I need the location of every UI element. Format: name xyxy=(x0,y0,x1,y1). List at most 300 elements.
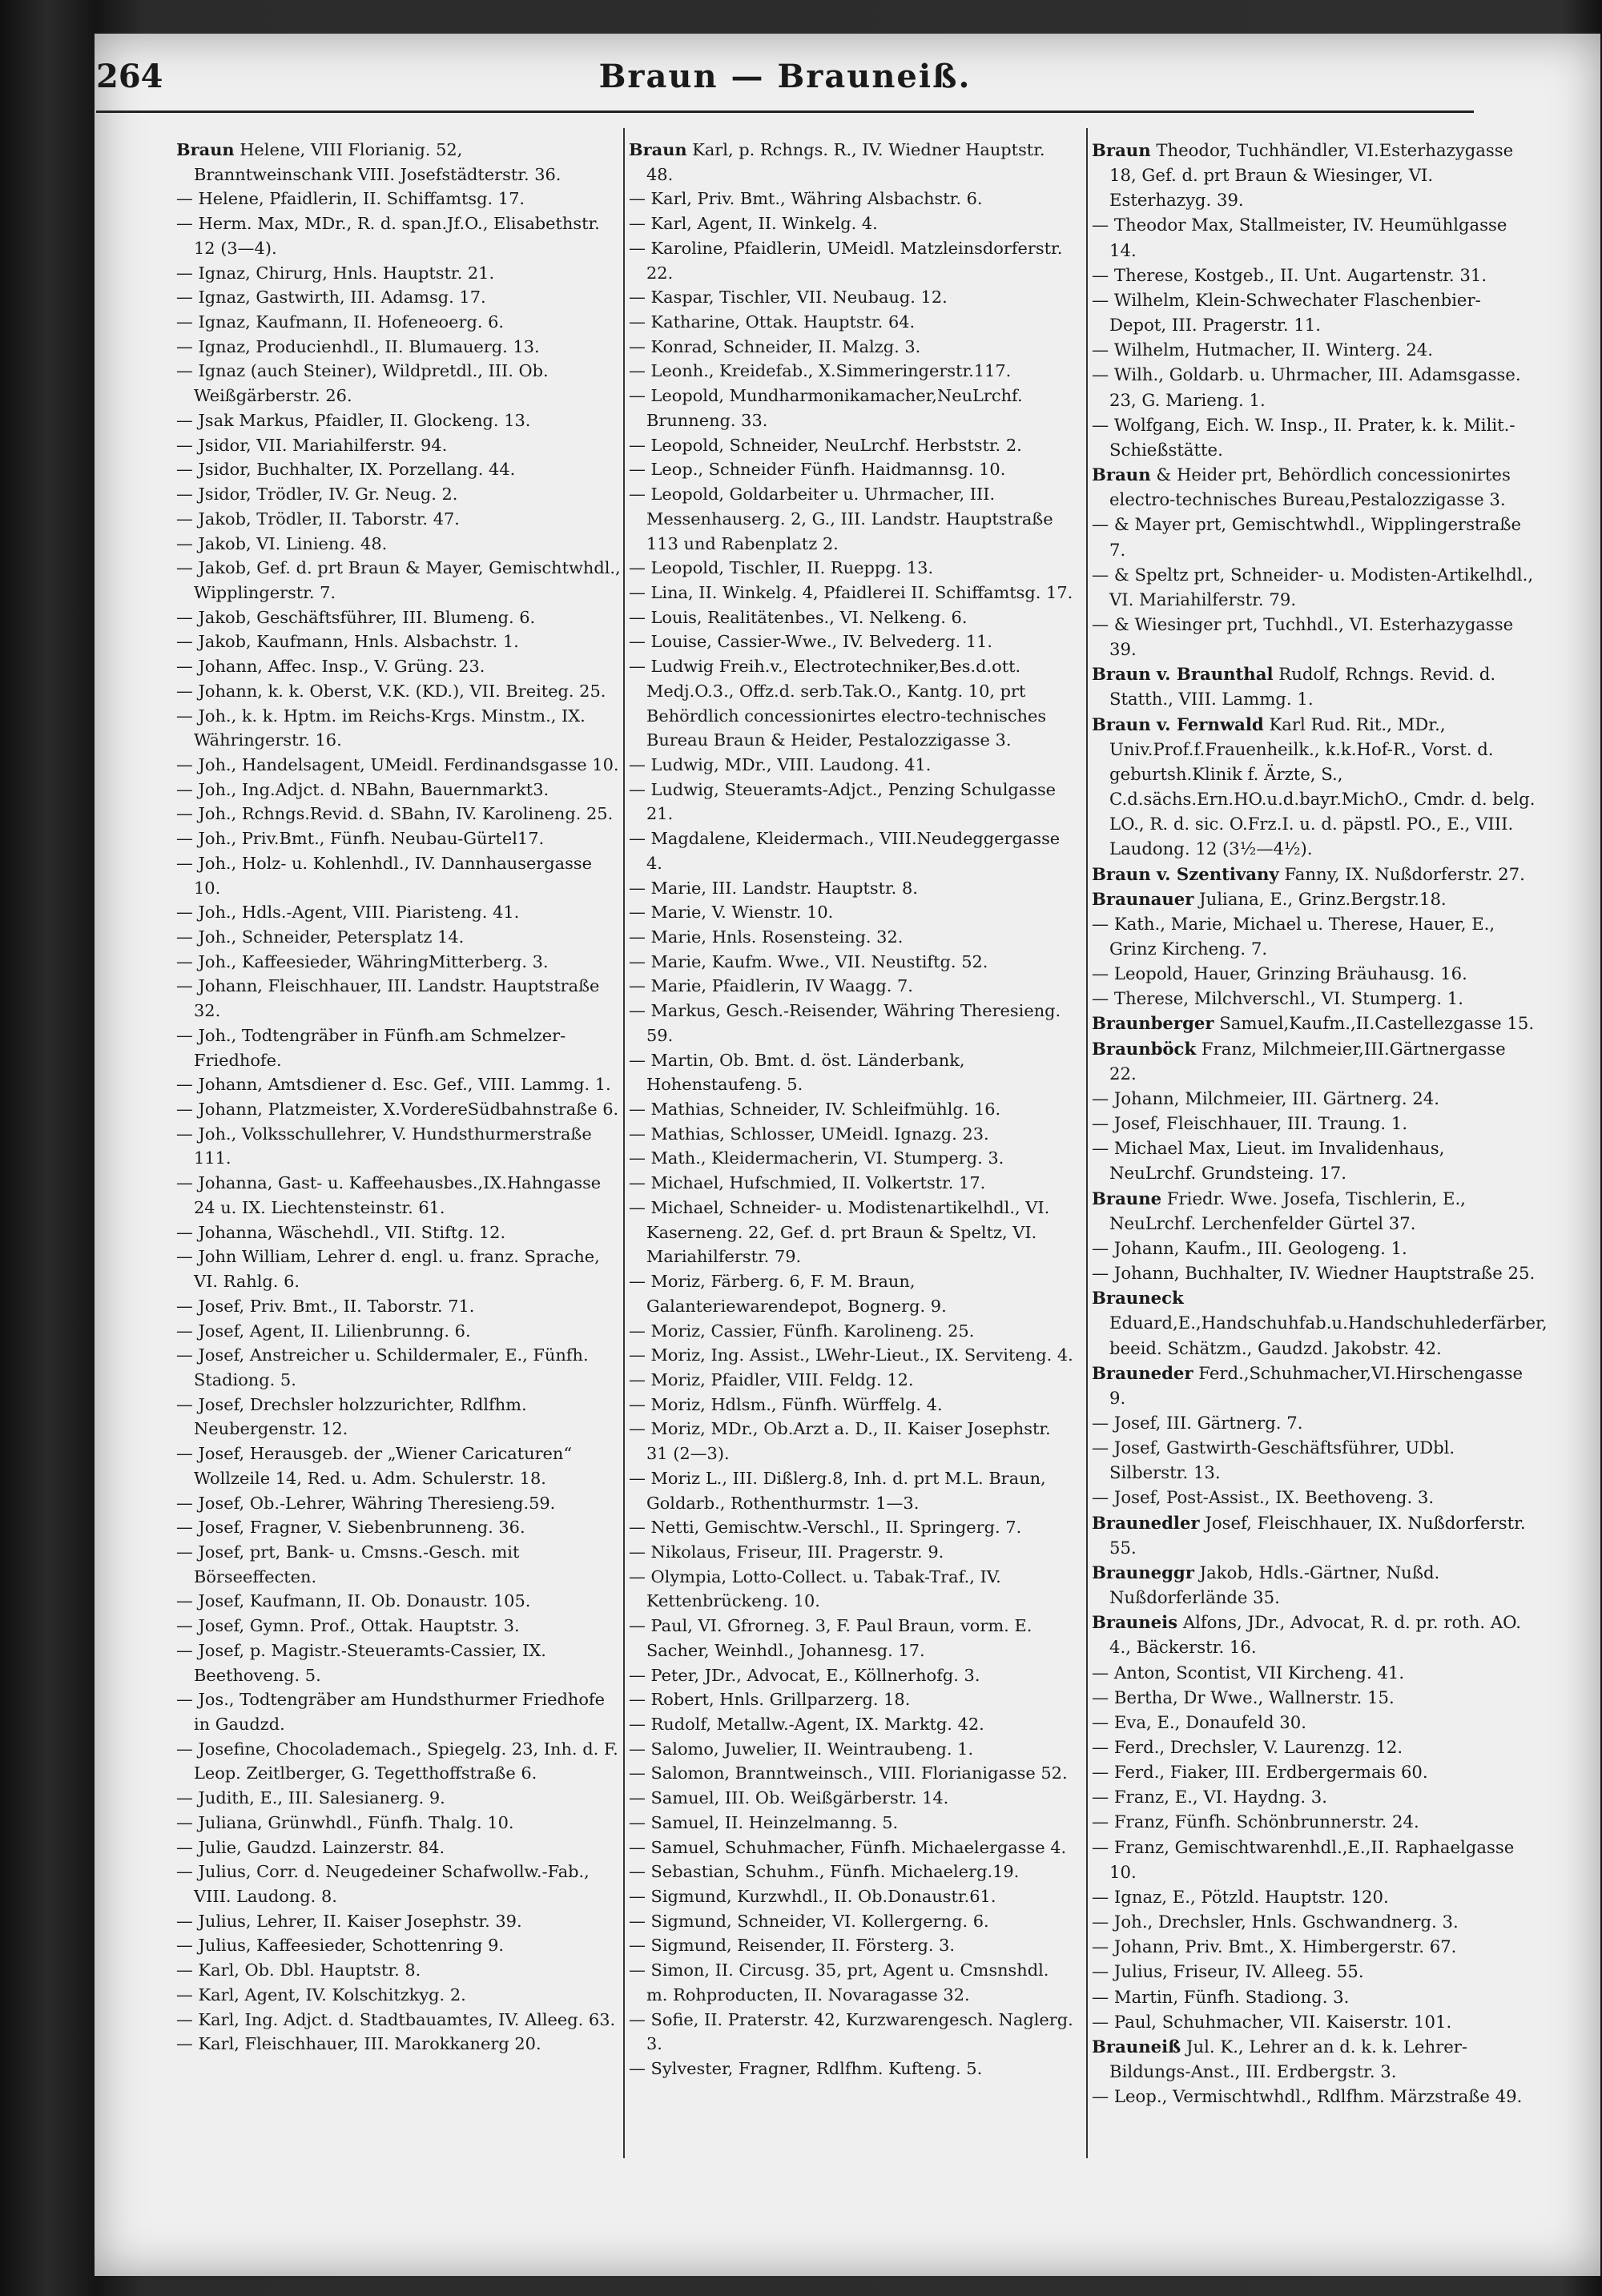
directory-entry xyxy=(629,384,1073,432)
entry-text: & Heider prt, Behördlich concessionirtes electro-technisches Bureau,Pestalozzigasse 3. xyxy=(1109,464,1511,510)
directory-entry xyxy=(1092,1111,1536,1136)
entry-text: Theodor, Tuchhändler, VI.Esterhazygasse 18, Gef. d. prt Braun & Wiesinger, VI. Esterhazyg. 39. xyxy=(1109,140,1514,211)
directory-entry xyxy=(629,654,1073,753)
directory-entry xyxy=(629,1836,1073,1860)
directory-entry xyxy=(1092,412,1536,462)
directory-entry xyxy=(176,1687,621,1736)
directory-entry xyxy=(1092,562,1536,612)
directory-entry xyxy=(176,1933,621,1958)
entry-text: — Karoline, Pfaidlerin, UMeidl. Matzleinsdorferstr. 22. xyxy=(629,238,1063,283)
directory-entry xyxy=(176,974,621,1023)
directory-entry xyxy=(1092,1784,1536,1809)
entry-text: — Marie, Pfaidlerin, IV Waagg. 7. xyxy=(629,976,913,996)
directory-entry xyxy=(629,211,1073,236)
directory-entry xyxy=(1092,1186,1536,1236)
directory-entry xyxy=(629,999,1073,1047)
directory-entry xyxy=(629,1614,1073,1663)
entry-text: — Johanna, Wäschehdl., VII. Stiftg. 12. xyxy=(176,1222,506,1242)
entry-text: — Joh., Hdls.-Agent, VIII. Piaristeng. 41. xyxy=(176,903,520,923)
entry-text: — Julie, Gaudzd. Lainzerstr. 84. xyxy=(176,1837,445,1857)
entry-text: — Johann, Fleischhauer, III. Landstr. Hauptstraße 32. xyxy=(176,976,600,1021)
entry-text: — Sylvester, Fragner, Rdlfhm. Kufteng. 5. xyxy=(629,2059,983,2079)
directory-entry xyxy=(176,1319,621,1344)
entry-text: — Karl, Priv. Bmt., Währing Alsbachstr. 6. xyxy=(629,189,983,209)
directory-entry xyxy=(176,1786,621,1811)
directory-entry xyxy=(629,1146,1073,1171)
directory-entry xyxy=(629,826,1073,875)
directory-entry xyxy=(176,138,621,187)
column-divider xyxy=(623,128,625,2158)
directory-entry xyxy=(176,408,621,433)
entry-text: Friedr. Wwe. Josefa, Tischlerin, E., NeuLrchf. Lerchenfelder Gürtel 37. xyxy=(1109,1188,1466,1233)
directory-entry xyxy=(176,187,621,211)
directory-entry xyxy=(176,1220,621,1245)
directory-entry xyxy=(176,1909,621,1934)
entry-text: — Moriz, MDr., Ob.Arzt a. D., II. Kaiser Josephstr. 31 (2—3). xyxy=(629,1419,1051,1464)
entry-text: — Karl, Agent, IV. Kolschitzkyg. 2. xyxy=(176,1984,466,2004)
directory-entry xyxy=(176,1983,621,2008)
entry-surname: Braune xyxy=(1092,1188,1162,1208)
entry-text: Fanny, IX. Nußdorferstr. 27. xyxy=(1284,863,1525,884)
directory-entry xyxy=(629,1319,1073,1344)
entry-text: — Sigmund, Kurzwhdl., II. Ob.Donaustr.61. xyxy=(629,1887,996,1907)
directory-entry xyxy=(629,1786,1073,1811)
directory-entry xyxy=(1092,1011,1536,1035)
entry-text: — Herm. Max, MDr., R. d. span.Jf.O., Elisabethstr. 12 (3—4). xyxy=(176,214,600,258)
entry-text: — Johann, Buchhalter, IV. Wiedner Hauptstraße 25. xyxy=(1092,1263,1536,1284)
entry-text: — Sigmund, Reisender, II. Försterg. 3. xyxy=(629,1936,956,1956)
entry-text: — Moriz, Pfaidler, VIII. Feldg. 12. xyxy=(629,1369,914,1389)
directory-entry xyxy=(629,1048,1073,1097)
entry-text: — Therese, Milchverschl., VI. Stumperg. 1. xyxy=(1092,988,1463,1009)
directory-entry xyxy=(629,1761,1073,1786)
directory-entry xyxy=(1092,1261,1536,1285)
entry-text: — Joh., Drechsler, Hnls. Gschwandnerg. 3. xyxy=(1092,1912,1459,1932)
entry-text: — Julius, Kaffeesieder, Schottenring 9. xyxy=(176,1936,504,1956)
entry-surname: Brauneiß xyxy=(1092,2036,1181,2057)
entry-text: Eduard,E.,Handschuhfab.u.Handschuhlederfärber, beeid. Schätzm., Gaudzd. Jakobstr. 42. xyxy=(1109,1313,1548,1358)
directory-entry xyxy=(1092,2034,1536,2084)
entry-text: — Franz, Gemischtwarenhdl.,E.,II. Raphaelgasse 10. xyxy=(1092,1836,1515,1882)
directory-entry xyxy=(1092,862,1536,887)
entry-text: — Josef, Gastwirth-Geschäftsführer, UDbl. Silberstr. 13. xyxy=(1092,1438,1455,1483)
directory-entry xyxy=(629,605,1073,630)
entry-text: — Johann, k. k. Oberst, V.K. (KD.), VII. Breiteg. 25. xyxy=(176,681,606,701)
entry-text: — Louis, Realitätenbes., VI. Nelkeng. 6. xyxy=(629,607,968,627)
entry-text: — Math., Kleidermacherin, VI. Stumperg. 3. xyxy=(629,1148,1004,1168)
entry-text: — Bertha, Dr Wwe., Wallnerstr. 15. xyxy=(1092,1687,1395,1707)
directory-entry xyxy=(176,261,621,286)
directory-column-left xyxy=(176,138,621,2057)
entry-text: — Salomo, Juwelier, II. Weintraubeng. 1. xyxy=(629,1739,974,1759)
directory-entry xyxy=(629,1393,1073,1417)
entry-text: — Joh., Volksschullehrer, V. Hundsthurmerstraße 111. xyxy=(176,1124,592,1168)
entry-text: — Jakob, Geschäftsführer, III. Blumeng. 6. xyxy=(176,607,536,627)
entry-surname: Braunauer xyxy=(1092,888,1194,909)
entry-text: — Joh., Ing.Adjct. d. NBahn, Bauernmarkt3. xyxy=(176,779,549,799)
directory-entry xyxy=(629,1712,1073,1737)
directory-entry xyxy=(1092,1361,1536,1410)
entry-text: — Wolfgang, Eich. W. Insp., II. Prater, k. k. Milit.-Schießstätte. xyxy=(1092,414,1515,460)
directory-entry xyxy=(176,1294,621,1319)
entry-text: — Karl, Fleischhauer, III. Marokkanerg 20. xyxy=(176,2034,541,2054)
entry-surname: Brauneggr xyxy=(1092,1562,1194,1582)
entry-text: Ferd.,Schuhmacher,VI.Hirschengasse 9. xyxy=(1109,1362,1523,1408)
entry-text: Samuel,Kaufm.,II.Castellezgasse 15. xyxy=(1219,1013,1535,1034)
entry-text: — Julius, Friseur, IV. Alleeg. 55. xyxy=(1092,1961,1364,1982)
directory-entry xyxy=(176,1097,621,1122)
directory-entry xyxy=(629,581,1073,605)
entry-text: — Nikolaus, Friseur, III. Pragerstr. 9. xyxy=(629,1542,944,1562)
entry-text: — Theodor Max, Stallmeister, IV. Heumühlgasse 14. xyxy=(1092,215,1507,260)
entry-text: — Lina, II. Winkelg. 4, Pfaidlerei II. Schiffamtsg. 17. xyxy=(629,582,1073,602)
entry-text: — Marie, III. Landstr. Hauptstr. 8. xyxy=(629,878,918,898)
directory-entry xyxy=(1092,961,1536,986)
running-title: Braun — Brauneiß. xyxy=(598,58,972,95)
entry-text: — Michael Max, Lieut. im Invalidenhaus, NeuLrchf. Grundsteing. 17. xyxy=(1092,1138,1445,1184)
directory-entry xyxy=(176,1171,621,1220)
directory-entry xyxy=(176,1343,621,1392)
entry-surname: Braun v. Braunthal xyxy=(1092,664,1274,685)
directory-entry xyxy=(1092,911,1536,961)
directory-entry xyxy=(1092,1710,1536,1735)
directory-entry xyxy=(176,532,621,557)
directory-entry xyxy=(1092,1086,1536,1111)
directory-entry xyxy=(176,950,621,975)
entry-text: — Josef, Herausgeb. der „Wiener Caricaturen“ Wollzeile 14, Red. u. Adm. Schulerstr. 18. xyxy=(176,1444,573,1488)
entry-text: — Moriz, Cassier, Fünfh. Karolineng. 25. xyxy=(629,1321,975,1341)
directory-entry xyxy=(176,1614,621,1639)
entry-surname: Brauneck xyxy=(1092,1288,1184,1309)
entry-text: — Ferd., Fiaker, III. Erdbergermais 60. xyxy=(1092,1762,1428,1783)
entry-text: — Eva, E., Donaufeld 30. xyxy=(1092,1711,1306,1732)
entry-surname: Braunedler xyxy=(1092,1512,1200,1533)
directory-entry xyxy=(629,925,1073,950)
entry-text: — Ferd., Drechsler, V. Laurenzg. 12. xyxy=(1092,1737,1403,1757)
entry-text: — John William, Lehrer d. engl. u. franz. Sprache, VI. Rahlg. 6. xyxy=(176,1247,600,1292)
directory-entry xyxy=(1092,1884,1536,1909)
entry-list xyxy=(176,138,621,2057)
entry-text: — Johann, Affec. Insp., V. Grüng. 23. xyxy=(176,657,485,677)
directory-entry xyxy=(1092,138,1536,212)
directory-entry xyxy=(176,605,621,630)
directory-entry xyxy=(1092,1685,1536,1710)
entry-text: Jakob, Hdls.-Gärtner, Nußd. Nußdorferlände 35. xyxy=(1109,1562,1440,1608)
entry-text: — Moriz, Färberg. 6, F. M. Braun, Galanteriewarendepot, Bognerg. 9. xyxy=(629,1272,947,1316)
entry-text: — Franz, E., VI. Haydng. 3. xyxy=(1092,1787,1328,1807)
entry-text: — Martin, Fünfh. Stadiong. 3. xyxy=(1092,1986,1350,2007)
directory-entry xyxy=(176,778,621,802)
entry-text: — Martin, Ob. Bmt. d. öst. Länderbank, Hohenstaufeng. 5. xyxy=(629,1050,965,1095)
directory-entry xyxy=(1092,1735,1536,1759)
directory-entry xyxy=(629,876,1073,901)
entry-text: — Rudolf, Metallw.-Agent, IX. Marktg. 42. xyxy=(629,1715,984,1734)
entry-text: — Moriz L., III. Dißlerg.8, Inh. d. prt M.L. Braun, Goldarb., Rothenthurmstr. 1—3. xyxy=(629,1468,1046,1513)
directory-entry xyxy=(176,1540,621,1589)
entry-surname: Brauneder xyxy=(1092,1362,1193,1383)
entry-text: — Leopold, Mundharmonikamacher,NeuLrchf. Brunneng. 33. xyxy=(629,386,1023,430)
entry-text: — Wilhelm, Klein-Schwechater Flaschenbier-Depot, III. Pragerstr. 11. xyxy=(1092,289,1481,336)
directory-entry xyxy=(176,1023,621,1072)
directory-entry xyxy=(1092,1410,1536,1435)
directory-entry xyxy=(176,925,621,950)
directory-entry xyxy=(176,900,621,925)
directory-entry xyxy=(176,1072,621,1097)
entry-text: — Michael, Schneider- u. Modistenartikelhdl., VI. Kaserneng. 22, Gef. d. prt Braun & Speltz, VI. Mariahilferstr. 79. xyxy=(629,1197,1050,1267)
directory-entry xyxy=(629,556,1073,581)
entry-surname: Braun xyxy=(176,139,235,159)
entry-text: — Olympia, Lotto-Collect. u. Tabak-Traf., IV. Kettenbrückeng. 10. xyxy=(629,1566,1001,1611)
entry-text: Juliana, E., Grinz.Bergstr.18. xyxy=(1199,888,1447,909)
entry-text: — Josef, Post-Assist., IX. Beethoveng. 3. xyxy=(1092,1487,1435,1508)
directory-entry xyxy=(629,236,1073,285)
directory-entry xyxy=(629,335,1073,360)
directory-entry xyxy=(176,507,621,532)
entry-text: — Simon, II. Circusg. 35, prt, Agent u. Cmsnshdl. m. Rohproducten, II. Novaragasse 32. xyxy=(629,1960,1049,2004)
entry-text: — Jakob, Gef. d. prt Braun & Mayer, Gemischtwhdl., Wipplingerstr. 7. xyxy=(176,558,621,602)
directory-entry xyxy=(629,1196,1073,1269)
entry-text: — Jakob, VI. Linieng. 48. xyxy=(176,533,388,553)
directory-entry xyxy=(629,753,1073,778)
directory-entry xyxy=(176,1958,621,1983)
directory-entry xyxy=(1092,362,1536,412)
entry-list xyxy=(1092,138,1548,2109)
entry-text: — & Speltz prt, Schneider- u. Modisten-Artikelhdl., VI. Mariahilferstr. 79. xyxy=(1092,564,1534,609)
entry-surname: Braun xyxy=(1092,464,1151,485)
directory-entry xyxy=(176,1122,621,1171)
directory-entry xyxy=(1092,612,1536,661)
entry-text: Jul. K., Lehrer an d. k. k. Lehrer-Bildungs-Anst., III. Erdbergstr. 3. xyxy=(1109,2036,1468,2082)
directory-column-right xyxy=(1092,138,1548,2109)
entry-text: — Julius, Corr. d. Neugedeiner Schafwollw.-Fab., VIII. Laudong. 8. xyxy=(176,1862,590,1907)
directory-entry xyxy=(629,1122,1073,1147)
entry-text: — Samuel, III. Ob. Weißgärberstr. 14. xyxy=(629,1788,949,1808)
entry-text: — Jakob, Kaufmann, Hnls. Alsbachstr. 1. xyxy=(176,632,519,652)
entry-text: — Ludwig, Steueramts-Adjct., Penzing Schulgasse 21. xyxy=(629,779,1057,824)
entry-text: — Markus, Gesch.-Reisender, Währing Theresieng. 59. xyxy=(629,1001,1061,1045)
directory-entry xyxy=(1092,288,1536,337)
directory-entry xyxy=(629,433,1073,458)
directory-entry xyxy=(1092,1285,1548,1360)
directory-entry xyxy=(1092,1809,1536,1834)
entry-text: — Josef, Drechsler holzzurichter, Rdlfhm. Neubergenstr. 12. xyxy=(176,1394,527,1439)
entry-text: — Josef, Fragner, V. Siebenbrunneng. 36. xyxy=(176,1518,525,1538)
directory-entry xyxy=(176,1589,621,1614)
entry-text: — Franz, Fünfh. Schönbrunnerstr. 24. xyxy=(1092,1811,1419,1832)
entry-text: — Josef, Gymn. Prof., Ottak. Hauptstr. 3. xyxy=(176,1616,520,1636)
entry-text: — Jos., Todtengräber am Hundsthurmer Friedhofe in Gaudzd. xyxy=(176,1690,606,1734)
entry-text: Helene, VIII Florianig. 52, Branntweinschank VIII. Josefstädterstr. 36. xyxy=(194,140,562,184)
entry-text: — Paul, VI. Gfrorneg. 3, F. Paul Braun, vorm. E. Sacher, Weinhdl., Johannesg. 17. xyxy=(629,1616,1032,1660)
entry-surname: Braunböck xyxy=(1092,1038,1197,1059)
directory-entry xyxy=(629,1097,1073,1122)
directory-entry xyxy=(1092,1835,1536,1884)
directory-entry xyxy=(176,1836,621,1860)
entry-text: — Joh., Todtengräber in Fünfh.am Schmelzer-Friedhofe. xyxy=(176,1025,566,1070)
entry-text: — Samuel, II. Heinzelmanng. 5. xyxy=(629,1812,899,1832)
entry-text: — Johann, Milchmeier, III. Gärtnerg. 24. xyxy=(1092,1088,1440,1108)
directory-entry xyxy=(629,778,1073,826)
directory-entry xyxy=(176,1515,621,1540)
entry-text: — Konrad, Schneider, II. Malzg. 3. xyxy=(629,336,921,356)
entry-text: — & Mayer prt, Gemischtwhdl., Wipplingerstraße 7. xyxy=(1092,514,1522,560)
directory-entry xyxy=(176,802,621,826)
directory-entry xyxy=(629,187,1073,211)
directory-entry xyxy=(1092,1610,1536,1659)
entry-text: — Moriz, Hdlsm., Fünfh. Würffelg. 4. xyxy=(629,1394,943,1414)
directory-entry xyxy=(176,482,621,507)
entry-text: — Mathias, Schlosser, UMeidl. Ignazg. 23. xyxy=(629,1124,989,1144)
directory-column-middle xyxy=(629,138,1073,2081)
directory-entry xyxy=(1092,661,1536,711)
directory-entry xyxy=(629,1540,1073,1565)
entry-text: — Sigmund, Schneider, VI. Kollergerng. 6. xyxy=(629,1911,989,1931)
directory-entry xyxy=(629,1466,1073,1515)
directory-entry xyxy=(629,1663,1073,1688)
entry-text: — Therese, Kostgeb., II. Unt. Augartenstr. 31. xyxy=(1092,264,1487,285)
entry-text: — & Wiesinger prt, Tuchhdl., VI. Esterhazygasse 39. xyxy=(1092,613,1514,660)
directory-entry xyxy=(1092,512,1536,561)
page-header xyxy=(96,48,1474,112)
entry-text: — Juliana, Grünwhdl., Fünfh. Thalg. 10. xyxy=(176,1812,514,1832)
entry-text: Karl, p. Rchngs. R., IV. Wiedner Hauptstr. 48. xyxy=(646,140,1045,184)
entry-text: — Ludwig, MDr., VIII. Laudong. 41. xyxy=(629,754,932,774)
entry-text: — Ludwig Freih.v., Electrotechniker,Bes.d.ott. Medj.O.3., Offz.d. serb.Tak.O., Kantg. 10, prt Behördlich concessionirtes electro-technisches Bureau Braun & Heider, Pestalozzigasse 3. xyxy=(629,657,1047,750)
entry-text: — Mathias, Schneider, IV. Schleifmühlg. 16. xyxy=(629,1100,1001,1120)
directory-entry xyxy=(629,1933,1073,1958)
entry-text: — Josef, Ob.-Lehrer, Währing Theresieng.59. xyxy=(176,1493,556,1513)
directory-entry xyxy=(629,1171,1073,1196)
directory-entry xyxy=(176,2032,621,2057)
directory-entry xyxy=(1092,1909,1536,1934)
directory-entry xyxy=(629,285,1073,310)
entry-text: — Marie, Kaufm. Wwe., VII. Neustiftg. 52. xyxy=(629,951,988,971)
header-rule xyxy=(96,111,1474,113)
directory-entry xyxy=(1092,1660,1536,1685)
directory-entry xyxy=(176,335,621,360)
entry-text: — Jakob, Trödler, II. Taborstr. 47. xyxy=(176,509,460,529)
entry-text: Alfons, JDr., Advocat, R. d. pr. roth. AO. 4., Bäckerstr. 16. xyxy=(1109,1612,1522,1658)
entry-text: — Ignaz, Gastwirth, III. Adamsg. 17. xyxy=(176,288,486,308)
entry-text: — Ignaz (auch Steiner), Wildpretdl., III. Ob. Weißgärberstr. 26. xyxy=(176,361,549,406)
directory-entry xyxy=(176,433,621,458)
entry-text: — Peter, JDr., Advocat, E., Köllnerhofg. 3. xyxy=(629,1665,980,1685)
entry-text: — Paul, Schuhmacher, VII. Kaiserstr. 101. xyxy=(1092,2011,1452,2032)
directory-entry xyxy=(1092,2084,1536,2109)
entry-surname: Brauneis xyxy=(1092,1612,1178,1633)
entry-text: Rudolf, Rchngs. Revid. d. Statth., VIII. Lammg. 1. xyxy=(1109,664,1496,710)
directory-entry xyxy=(629,2008,1073,2057)
entry-text: — Johann, Kaufm., III. Geologeng. 1. xyxy=(1092,1237,1407,1258)
directory-entry xyxy=(629,1343,1073,1368)
directory-entry xyxy=(176,310,621,335)
entry-text: — Josef, Fleischhauer, III. Traung. 1. xyxy=(1092,1113,1408,1134)
directory-entry xyxy=(176,211,621,260)
directory-entry xyxy=(176,1442,621,1490)
entry-text: — Helene, Pfaidlerin, II. Schiffamtsg. 17. xyxy=(176,189,525,209)
directory-entry xyxy=(1092,1959,1536,1984)
entry-text: — Johanna, Gast- u. Kaffeehausbes.,IX.Hahngasse 24 u. IX. Liechtensteinstr. 61. xyxy=(176,1173,602,1217)
directory-entry xyxy=(629,1687,1073,1712)
entry-text: — Leonh., Kreidefab., X.Simmeringerstr.117. xyxy=(629,361,1012,381)
directory-entry xyxy=(1092,1510,1536,1560)
entry-text: — Ignaz, E., Pötzld. Hauptstr. 120. xyxy=(1092,1886,1389,1907)
directory-entry xyxy=(176,556,621,605)
entry-text: — Leopold, Hauer, Grinzing Bräuhausg. 16. xyxy=(1092,963,1467,984)
entry-text: — Joh., Schneider, Petersplatz 14. xyxy=(176,927,465,947)
entry-text: — Karl, Ob. Dbl. Hauptstr. 8. xyxy=(176,1960,421,1980)
directory-entry xyxy=(1092,1036,1536,1086)
entry-surname: Braun xyxy=(629,139,687,159)
entry-text: — Marie, Hnls. Rosensteing. 32. xyxy=(629,927,904,947)
entry-text: — Johann, Platzmeister, X.VordereSüdbahnstraße 6. xyxy=(176,1100,619,1120)
entry-surname: Braun v. Fernwald xyxy=(1092,714,1264,734)
entry-text: — Michael, Hufschmied, II. Volkertstr. 17. xyxy=(629,1173,986,1193)
page-number: 264 xyxy=(96,58,163,95)
entry-text: — Josef, Kaufmann, II. Ob. Donaustr. 105. xyxy=(176,1591,531,1611)
entry-text: — Robert, Hnls. Grillparzerg. 18. xyxy=(629,1690,911,1710)
entry-text: — Jsak Markus, Pfaidler, II. Glockeng. 13. xyxy=(176,410,531,430)
entry-text: — Karl, Ing. Adjct. d. Stadtbauamtes, IV. Alleeg. 63. xyxy=(176,2009,616,2029)
entry-text: — Katharine, Ottak. Hauptstr. 64. xyxy=(629,312,916,332)
directory-entry xyxy=(1092,337,1536,362)
entry-text: — Kath., Marie, Michael u. Therese, Hauer, E., Grinz Kircheng. 7. xyxy=(1092,913,1495,959)
entry-text: — Louise, Cassier-Wwe., IV. Belvederg. 11. xyxy=(629,632,993,652)
directory-entry xyxy=(629,1884,1073,1909)
entry-text: — Jsidor, Buchhalter, IX. Porzellang. 44. xyxy=(176,460,516,480)
entry-text: — Judith, E., III. Salesianerg. 9. xyxy=(176,1788,445,1808)
column-divider xyxy=(1086,128,1088,2158)
directory-entry xyxy=(176,1491,621,1516)
directory-entry xyxy=(1092,1560,1536,1610)
entry-surname: Braunberger xyxy=(1092,1013,1214,1034)
entry-text: — Joh., Priv.Bmt., Fünfh. Neubau-Gürtel17. xyxy=(176,829,545,849)
entry-text: — Jsidor, Trödler, IV. Gr. Neug. 2. xyxy=(176,485,458,505)
directory-entry xyxy=(1092,212,1536,262)
directory-entry xyxy=(629,1958,1073,2007)
directory-entry xyxy=(1092,2009,1536,2034)
directory-entry xyxy=(629,1515,1073,1540)
entry-text: — Josef, p. Magistr.-Steueramts-Cassier, IX. Beethoveng. 5. xyxy=(176,1640,546,1685)
directory-entry xyxy=(629,629,1073,654)
directory-entry xyxy=(629,138,1073,187)
entry-text: — Joh., k. k. Hptm. im Reichs-Krgs. Minstm., IX. Währingerstr. 16. xyxy=(176,706,586,750)
entry-text: — Karl, Agent, II. Winkelg. 4. xyxy=(629,214,878,234)
directory-entry xyxy=(176,679,621,704)
directory-entry xyxy=(1092,1435,1536,1485)
entry-text: — Magdalene, Kleidermach., VIII.Neudeggergasse 4. xyxy=(629,829,1061,873)
entry-text: — Sofie, II. Praterstr. 42, Kurzwarengesch. Naglerg. 3. xyxy=(629,2009,1073,2054)
entry-text: — Leopold, Goldarbeiter u. Uhrmacher, III. Messenhauserg. 2, G., III. Landstr. Hauptstraße 113 und Rabenplatz 2. xyxy=(629,485,1053,553)
entry-text: — Josefine, Chocolademach., Spiegelg. 23, Inh. d. F. Leop. Zeitlberger, G. Tegetthoffstraße 6. xyxy=(176,1739,618,1783)
directory-entry xyxy=(629,1565,1073,1614)
entry-text: — Leop., Schneider Fünfh. Haidmannsg. 10. xyxy=(629,460,1006,480)
directory-entry xyxy=(629,1909,1073,1934)
entry-text: — Moriz, Ing. Assist., LWehr-Lieut., IX. Serviteng. 4. xyxy=(629,1345,1073,1365)
directory-entry xyxy=(176,1860,621,1908)
directory-entry xyxy=(1092,462,1536,512)
entry-text: — Johann, Amtsdiener d. Esc. Gef., VIII. Lammg. 1. xyxy=(176,1075,611,1095)
directory-entry xyxy=(176,753,621,778)
directory-entry xyxy=(629,1811,1073,1836)
directory-entry xyxy=(629,900,1073,925)
entry-text: — Ignaz, Kaufmann, II. Hofeneoerg. 6. xyxy=(176,312,505,332)
directory-entry xyxy=(629,1860,1073,1884)
directory-entry xyxy=(629,482,1073,556)
entry-text: — Joh., Rchngs.Revid. d. SBahn, IV. Karolineng. 25. xyxy=(176,804,614,824)
entry-surname: Braun v. Szentivany xyxy=(1092,863,1279,884)
directory-entry xyxy=(176,1245,621,1293)
